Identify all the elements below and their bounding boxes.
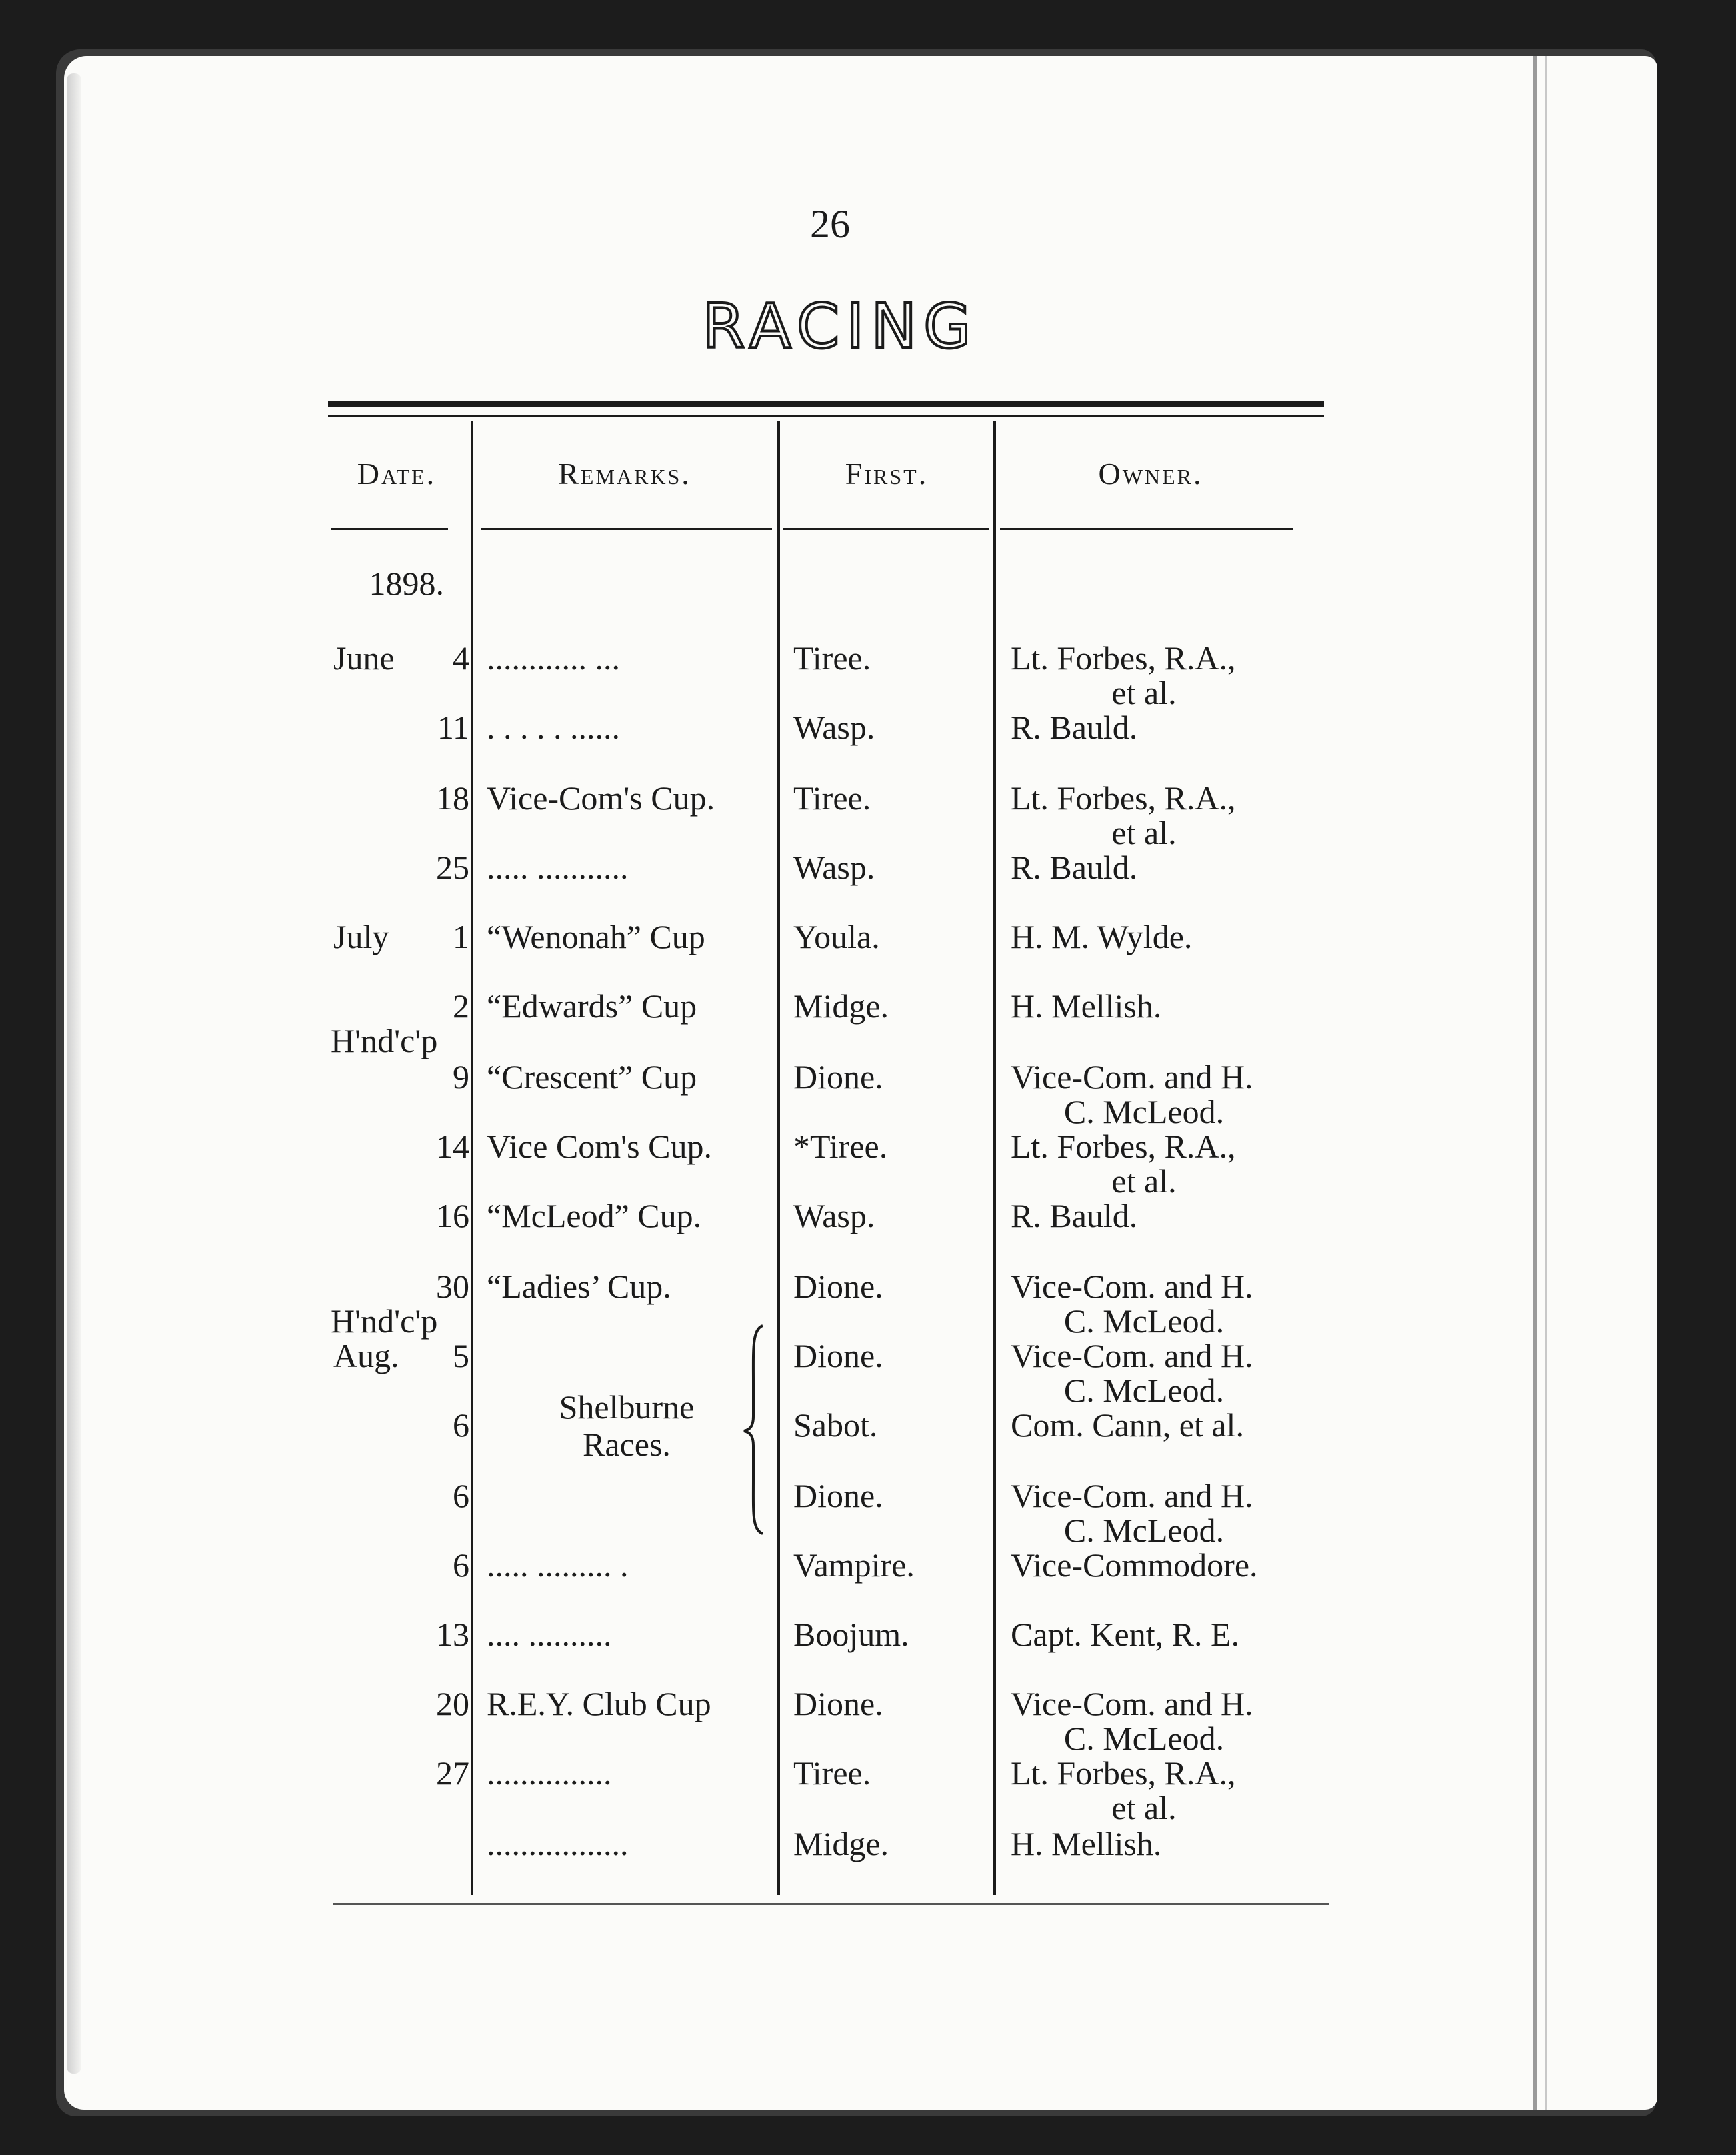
table-row (0, 779, 1736, 851)
table-row (0, 1196, 1736, 1266)
date-day: 27 (436, 1754, 469, 1792)
first-cell: Wasp. (793, 709, 875, 746)
remarks-cell: Vice Com's Cup. (487, 1128, 712, 1165)
owner-cell-continued: C. McLeod. (1063, 1093, 1225, 1130)
remarks-cell: . . . . . ...... (487, 709, 620, 746)
owner-cell-continued: et al. (1111, 1162, 1177, 1200)
owner-cell-continued: C. McLeod. (1063, 1372, 1225, 1409)
first-cell: Dione. (793, 1337, 883, 1374)
table-row (0, 917, 1736, 987)
first-cell: Tiree. (793, 639, 871, 677)
owner-cell: Lt. Forbes, R.A., (1011, 779, 1236, 817)
owner-cell: Com. Cann, et al. (1011, 1406, 1244, 1444)
table-row (0, 1057, 1736, 1130)
first-cell: Tiree. (793, 1754, 871, 1792)
table-row (0, 1267, 1736, 1340)
handicap-note: H'nd'c'p (331, 1302, 438, 1340)
date-day: 6 (453, 1477, 469, 1514)
remarks-cell: ............... (487, 1754, 612, 1792)
owner-cell: H. Mellish. (1011, 987, 1162, 1025)
owner-cell: H. M. Wylde. (1011, 918, 1193, 955)
date-day: 20 (436, 1685, 469, 1722)
header-underline (783, 528, 989, 530)
owner-cell: Lt. Forbes, R.A., (1011, 639, 1236, 677)
owner-cell: Lt. Forbes, R.A., (1011, 1128, 1236, 1165)
table-row (0, 1684, 1736, 1757)
table-row (0, 848, 1736, 917)
table-row (0, 1546, 1736, 1615)
owner-cell: Vice-Com. and H. (1011, 1477, 1253, 1514)
group-remark-line2: Races. (583, 1426, 671, 1463)
remarks-cell: R.E.Y. Club Cup (487, 1685, 711, 1722)
first-cell: Tiree. (793, 779, 871, 817)
owner-cell: R. Bauld. (1011, 709, 1138, 746)
year-label: 1898. (369, 565, 444, 602)
owner-cell: Vice-Com. and H. (1011, 1337, 1253, 1374)
owner-cell: Vice-Commodore. (1011, 1546, 1258, 1584)
date-day: 30 (436, 1268, 469, 1305)
owner-cell-continued: et al. (1111, 1789, 1177, 1826)
owner-cell: R. Bauld. (1011, 849, 1138, 886)
date-day: 14 (436, 1128, 469, 1165)
remarks-cell: “Crescent” Cup (487, 1058, 697, 1096)
date-day: 5 (453, 1337, 469, 1374)
first-cell: Midge. (793, 987, 889, 1025)
date-day: 6 (453, 1546, 469, 1584)
remarks-cell: “Wenonah” Cup (487, 918, 705, 955)
table-row (0, 1127, 1736, 1200)
remarks-cell: .... .......... (487, 1616, 612, 1653)
handicap-note: H'nd'c'p (331, 1022, 438, 1059)
owner-cell: Vice-Com. and H. (1011, 1058, 1253, 1096)
date-month: July (333, 918, 389, 955)
first-cell: Sabot. (793, 1406, 878, 1444)
first-cell: Dione. (793, 1268, 883, 1305)
remarks-cell: Vice-Com's Cup. (487, 779, 715, 817)
first-cell: Dione. (793, 1058, 883, 1096)
page-number: 26 (810, 202, 850, 246)
first-cell: Wasp. (793, 1197, 875, 1234)
date-month: Aug. (333, 1337, 399, 1374)
header-remarks: Remarks. (558, 457, 691, 491)
date-day: 11 (437, 709, 469, 746)
first-cell: Dione. (793, 1685, 883, 1722)
page-title: RACING (702, 291, 978, 362)
remarks-cell: “Ladies’ Cup. (487, 1268, 671, 1305)
header-underline (1000, 528, 1293, 530)
header-owner: Owner. (1098, 457, 1203, 491)
first-cell: Midge. (793, 1825, 889, 1862)
owner-cell: Capt. Kent, R. E. (1011, 1616, 1240, 1653)
first-cell: Wasp. (793, 849, 875, 886)
header-underline (481, 528, 772, 530)
date-day: 1 (453, 918, 469, 955)
remarks-cell: ..... ........... (487, 849, 629, 886)
brace-icon (743, 1323, 769, 1536)
first-cell: Dione. (793, 1477, 883, 1514)
owner-cell-continued: C. McLeod. (1063, 1512, 1225, 1549)
owner-cell-continued: C. McLeod. (1063, 1720, 1225, 1757)
owner-cell: Vice-Com. and H. (1011, 1685, 1253, 1722)
remarks-cell: ..... ......... . (487, 1546, 629, 1584)
date-day: 25 (436, 849, 469, 886)
header-first: First. (845, 457, 929, 491)
date-day: 6 (453, 1406, 469, 1444)
table-bottom-rule (333, 1903, 1329, 1905)
table-row (0, 1476, 1736, 1549)
group-remark-line1: Shelburne (559, 1388, 695, 1426)
remarks-cell: “Edwards” Cup (487, 987, 697, 1025)
table-top-thin-rule (328, 415, 1324, 417)
date-day: 16 (436, 1197, 469, 1234)
owner-cell: R. Bauld. (1011, 1197, 1138, 1234)
owner-cell: H. Mellish. (1011, 1825, 1162, 1862)
date-day: 9 (453, 1058, 469, 1096)
table-row (0, 987, 1736, 1059)
owner-cell-continued: C. McLeod. (1063, 1302, 1225, 1340)
shelburne-races-label (507, 1388, 747, 1463)
header-date: Date. (357, 457, 437, 491)
owner-cell: Lt. Forbes, R.A., (1011, 1754, 1236, 1792)
owner-cell-continued: et al. (1111, 814, 1177, 851)
table-row (0, 1615, 1736, 1684)
first-cell: Vampire. (793, 1546, 915, 1584)
date-day: 2 (453, 987, 469, 1025)
date-day: 13 (436, 1616, 469, 1653)
header-underline (331, 528, 448, 530)
owner-cell-continued: et al. (1111, 674, 1177, 711)
table-row (0, 639, 1736, 711)
owner-cell: Vice-Com. and H. (1011, 1268, 1253, 1305)
table-row (0, 1824, 1736, 1894)
first-cell: Boojum. (793, 1616, 909, 1653)
date-day: 4 (453, 639, 469, 677)
first-cell: *Tiree. (793, 1128, 888, 1165)
table-row (0, 1754, 1736, 1826)
table-row (0, 1406, 1736, 1475)
table-top-rule (328, 401, 1324, 407)
remarks-cell: ................. (487, 1825, 629, 1862)
remarks-cell: ............ ... (487, 639, 620, 677)
date-day: 18 (436, 779, 469, 817)
remarks-cell: “McLeod” Cup. (487, 1197, 702, 1234)
date-month: June (333, 639, 395, 677)
first-cell: Youla. (793, 918, 880, 955)
table-row (0, 708, 1736, 777)
